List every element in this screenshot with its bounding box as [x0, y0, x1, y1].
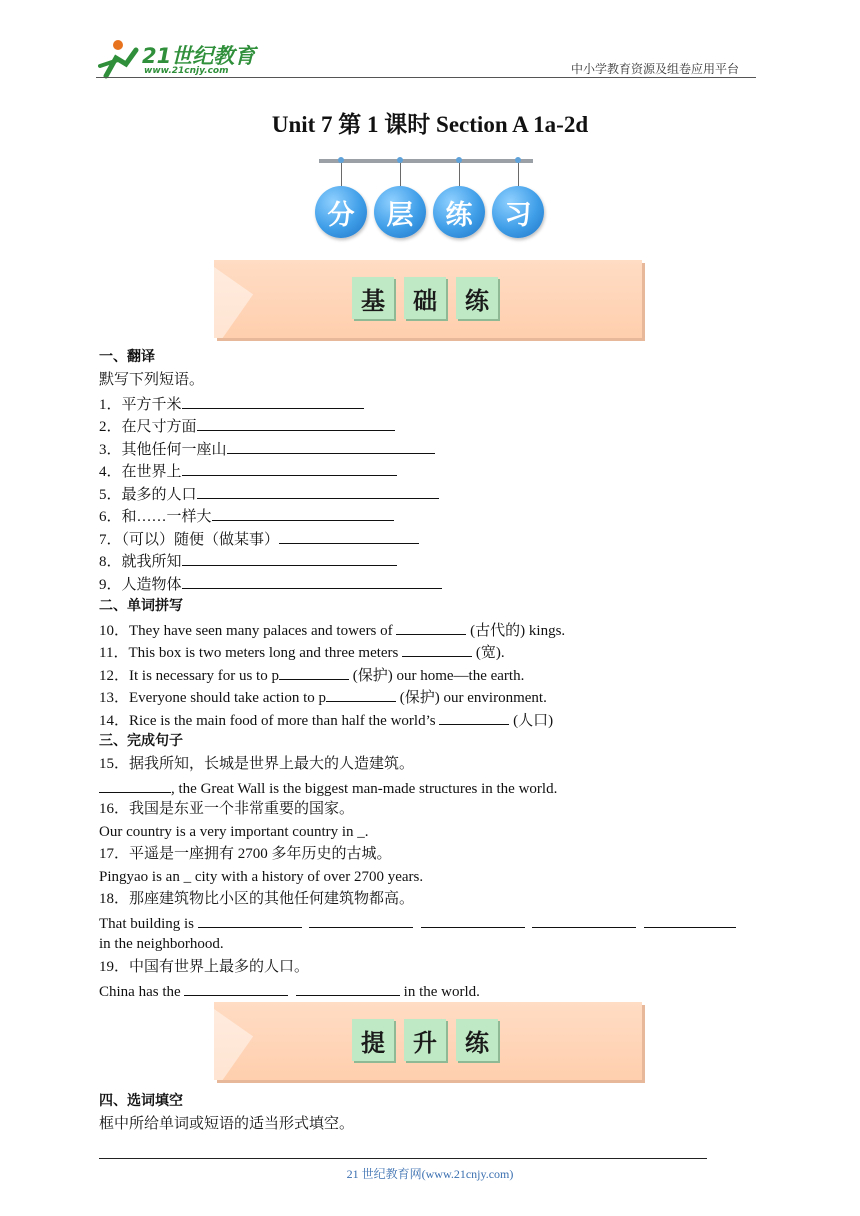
answer-blank[interactable]: [396, 620, 466, 635]
answer-blank[interactable]: [197, 484, 439, 499]
badge-string: [341, 163, 342, 187]
advanced-practice-banner: [214, 1002, 642, 1080]
answer-blank[interactable]: [279, 529, 419, 544]
badge-string: [400, 163, 401, 187]
badge-string: [459, 163, 460, 187]
list-item: 3．其他任何一座山: [99, 439, 435, 459]
question-chinese: 16．我国是东亚一个非常重要的国家。: [99, 801, 355, 817]
answer-blank[interactable]: [182, 574, 442, 589]
answer-blank[interactable]: [279, 665, 349, 680]
site-logo: [96, 36, 266, 80]
question-english: Pingyao is an _ city with a history of over 2700 years.: [99, 869, 424, 885]
badge-circle: 习: [492, 186, 544, 238]
banner-tile: 练: [456, 1019, 498, 1061]
page-title: Unit 7 第 1 课时 Section A 1a-2d: [271, 112, 589, 137]
question-english: , the Great Wall is the biggest man-made structures in the world.: [99, 778, 557, 798]
question-chinese: 17．平遥是一座拥有 2700 多年历史的古城。: [99, 846, 392, 862]
answer-blank[interactable]: [212, 506, 394, 521]
list-item: 14．Rice is the main food of more than half the world’s (人口): [99, 710, 553, 730]
answer-blank[interactable]: [182, 394, 364, 409]
badge-circle: 分: [315, 186, 367, 238]
badge-circle: 练: [433, 186, 485, 238]
list-item: 7．（可以）随便（做某事）: [99, 529, 419, 549]
list-item: 6．和……一样大: [99, 506, 394, 526]
answer-blank[interactable]: [402, 642, 472, 657]
list-item: 8．就我所知: [99, 551, 397, 571]
answer-blank[interactable]: [182, 551, 397, 566]
footer-link[interactable]: 21 世纪教育网(www.21cnjy.com): [346, 1167, 514, 1181]
list-item: 12．It is necessary for us to p (保护) our home—the earth.: [99, 665, 524, 685]
question-english-cont: in the neighborhood.: [99, 936, 224, 952]
question-english: China has the in the world.: [99, 981, 480, 1001]
badge-circle: 层: [374, 186, 426, 238]
list-item: 4．在世界上: [99, 461, 397, 481]
section-heading-word-choice: 四、选词填空: [99, 1093, 183, 1109]
list-item: 10．They have seen many palaces and towers of (古代的) kings.: [99, 620, 565, 640]
answer-blank[interactable]: [644, 913, 736, 928]
list-item: 2．在尺寸方面: [99, 416, 395, 436]
banner-tile: 提: [352, 1019, 394, 1061]
question-english: That building is: [99, 913, 736, 933]
footer-divider: [99, 1158, 707, 1159]
question-chinese: 18．那座建筑物比小区的其他任何建筑物都高。: [99, 891, 415, 907]
header-divider: [96, 77, 756, 78]
basic-practice-banner: [214, 260, 642, 338]
answer-blank[interactable]: [326, 687, 396, 702]
list-item: 1．平方千米: [99, 394, 364, 414]
section-instruction: 默写下列短语。: [99, 372, 205, 388]
answer-blank[interactable]: [99, 778, 171, 793]
answer-blank[interactable]: [309, 913, 413, 928]
answer-blank[interactable]: [227, 439, 435, 454]
list-item: 9．人造物体: [99, 574, 442, 594]
logo-main-text: 21世纪教育: [142, 44, 256, 68]
answer-blank[interactable]: [296, 981, 400, 996]
answer-blank[interactable]: [197, 416, 395, 431]
banner-tile: 升: [404, 1019, 446, 1061]
answer-blank[interactable]: [198, 913, 302, 928]
section-heading-translation: 一、翻译: [99, 349, 155, 365]
logo-sub-text: www.21cnjy.com: [144, 66, 229, 76]
list-item: 5．最多的人口: [99, 484, 439, 504]
answer-blank[interactable]: [184, 981, 288, 996]
answer-blank[interactable]: [532, 913, 636, 928]
question-english: Our country is a very important country in _.: [99, 824, 369, 840]
banner-tile: 练: [456, 277, 498, 319]
section-heading-spelling: 二、单词拼写: [99, 598, 183, 614]
badge-string: [518, 163, 519, 187]
platform-tagline: 中小学教育资源及组卷应用平台: [571, 62, 740, 76]
section-instruction: 框中所给单词或短语的适当形式填空。: [99, 1116, 355, 1132]
section-heading-sentences: 三、完成句子: [99, 733, 183, 749]
answer-blank[interactable]: [182, 461, 397, 476]
banner-tile: 基: [352, 277, 394, 319]
question-chinese: 15．据我所知，长城是世界上最大的人造建筑。: [99, 756, 415, 772]
badge-hanger-bar: [319, 159, 533, 163]
answer-blank[interactable]: [421, 913, 525, 928]
question-chinese: 19．中国有世界上最多的人口。: [99, 959, 310, 975]
banner-tile: 础: [404, 277, 446, 319]
list-item: 13．Everyone should take action to p (保护) our environment.: [99, 687, 547, 707]
answer-blank[interactable]: [439, 710, 509, 725]
list-item: 11．This box is two meters long and three meters (宽).: [99, 642, 505, 662]
